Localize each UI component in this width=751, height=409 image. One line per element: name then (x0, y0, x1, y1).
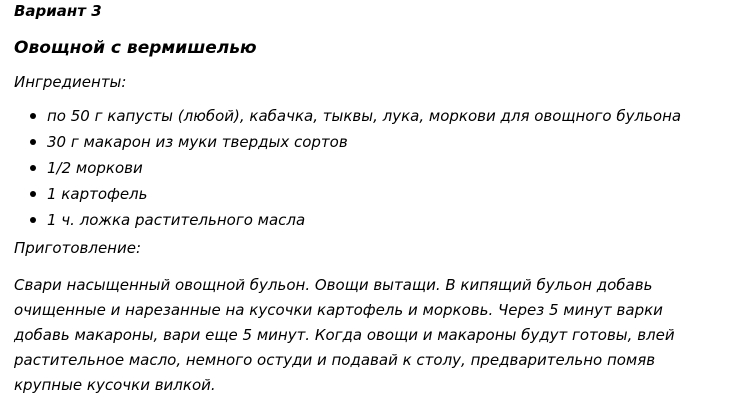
ingredient-text: 30 г макарон из муки твердых сортов (47, 133, 348, 151)
ingredient-item (14, 207, 739, 233)
ingredients-list (14, 103, 739, 233)
ingredient-text: по 50 г капусты (любой), кабачка, тыквы, лука, моркови для овощного бульона (47, 107, 682, 125)
bullet-icon (30, 191, 36, 197)
bullet-icon (30, 165, 36, 171)
ingredient-text: 1 картофель (47, 185, 148, 203)
ingredient-text: 1 ч. ложка растительного масла (47, 211, 306, 229)
ingredient-item (14, 129, 739, 155)
preparation-label: Приготовление: (14, 239, 142, 257)
variant-label: Вариант 3 (14, 2, 102, 20)
ingredient-item (14, 155, 739, 181)
ingredients-label: Ингредиенты: (14, 73, 127, 91)
ingredient-text: 1/2 моркови (47, 159, 143, 177)
ingredient-item (14, 103, 739, 129)
recipe-title: Овощной с вермишелью (14, 38, 257, 58)
bullet-icon (30, 113, 36, 119)
recipe-document (14, 0, 739, 398)
preparation-text: Свари насыщенный овощной бульон. Овощи вытащи. В кипящий бульон добавь очищенные и нарезанные на кусочки картофель и морковь. Через 5 минут варки добавь макароны, вари еще 5 минут. Когда овощи и макароны будут готовы, влей растительное масло, немного остуди и подавай к столу, предварительно помяв крупные кусочки вилкой. (14, 276, 675, 394)
ingredient-item (14, 181, 739, 207)
bullet-icon (30, 217, 36, 223)
bullet-icon (30, 139, 36, 145)
